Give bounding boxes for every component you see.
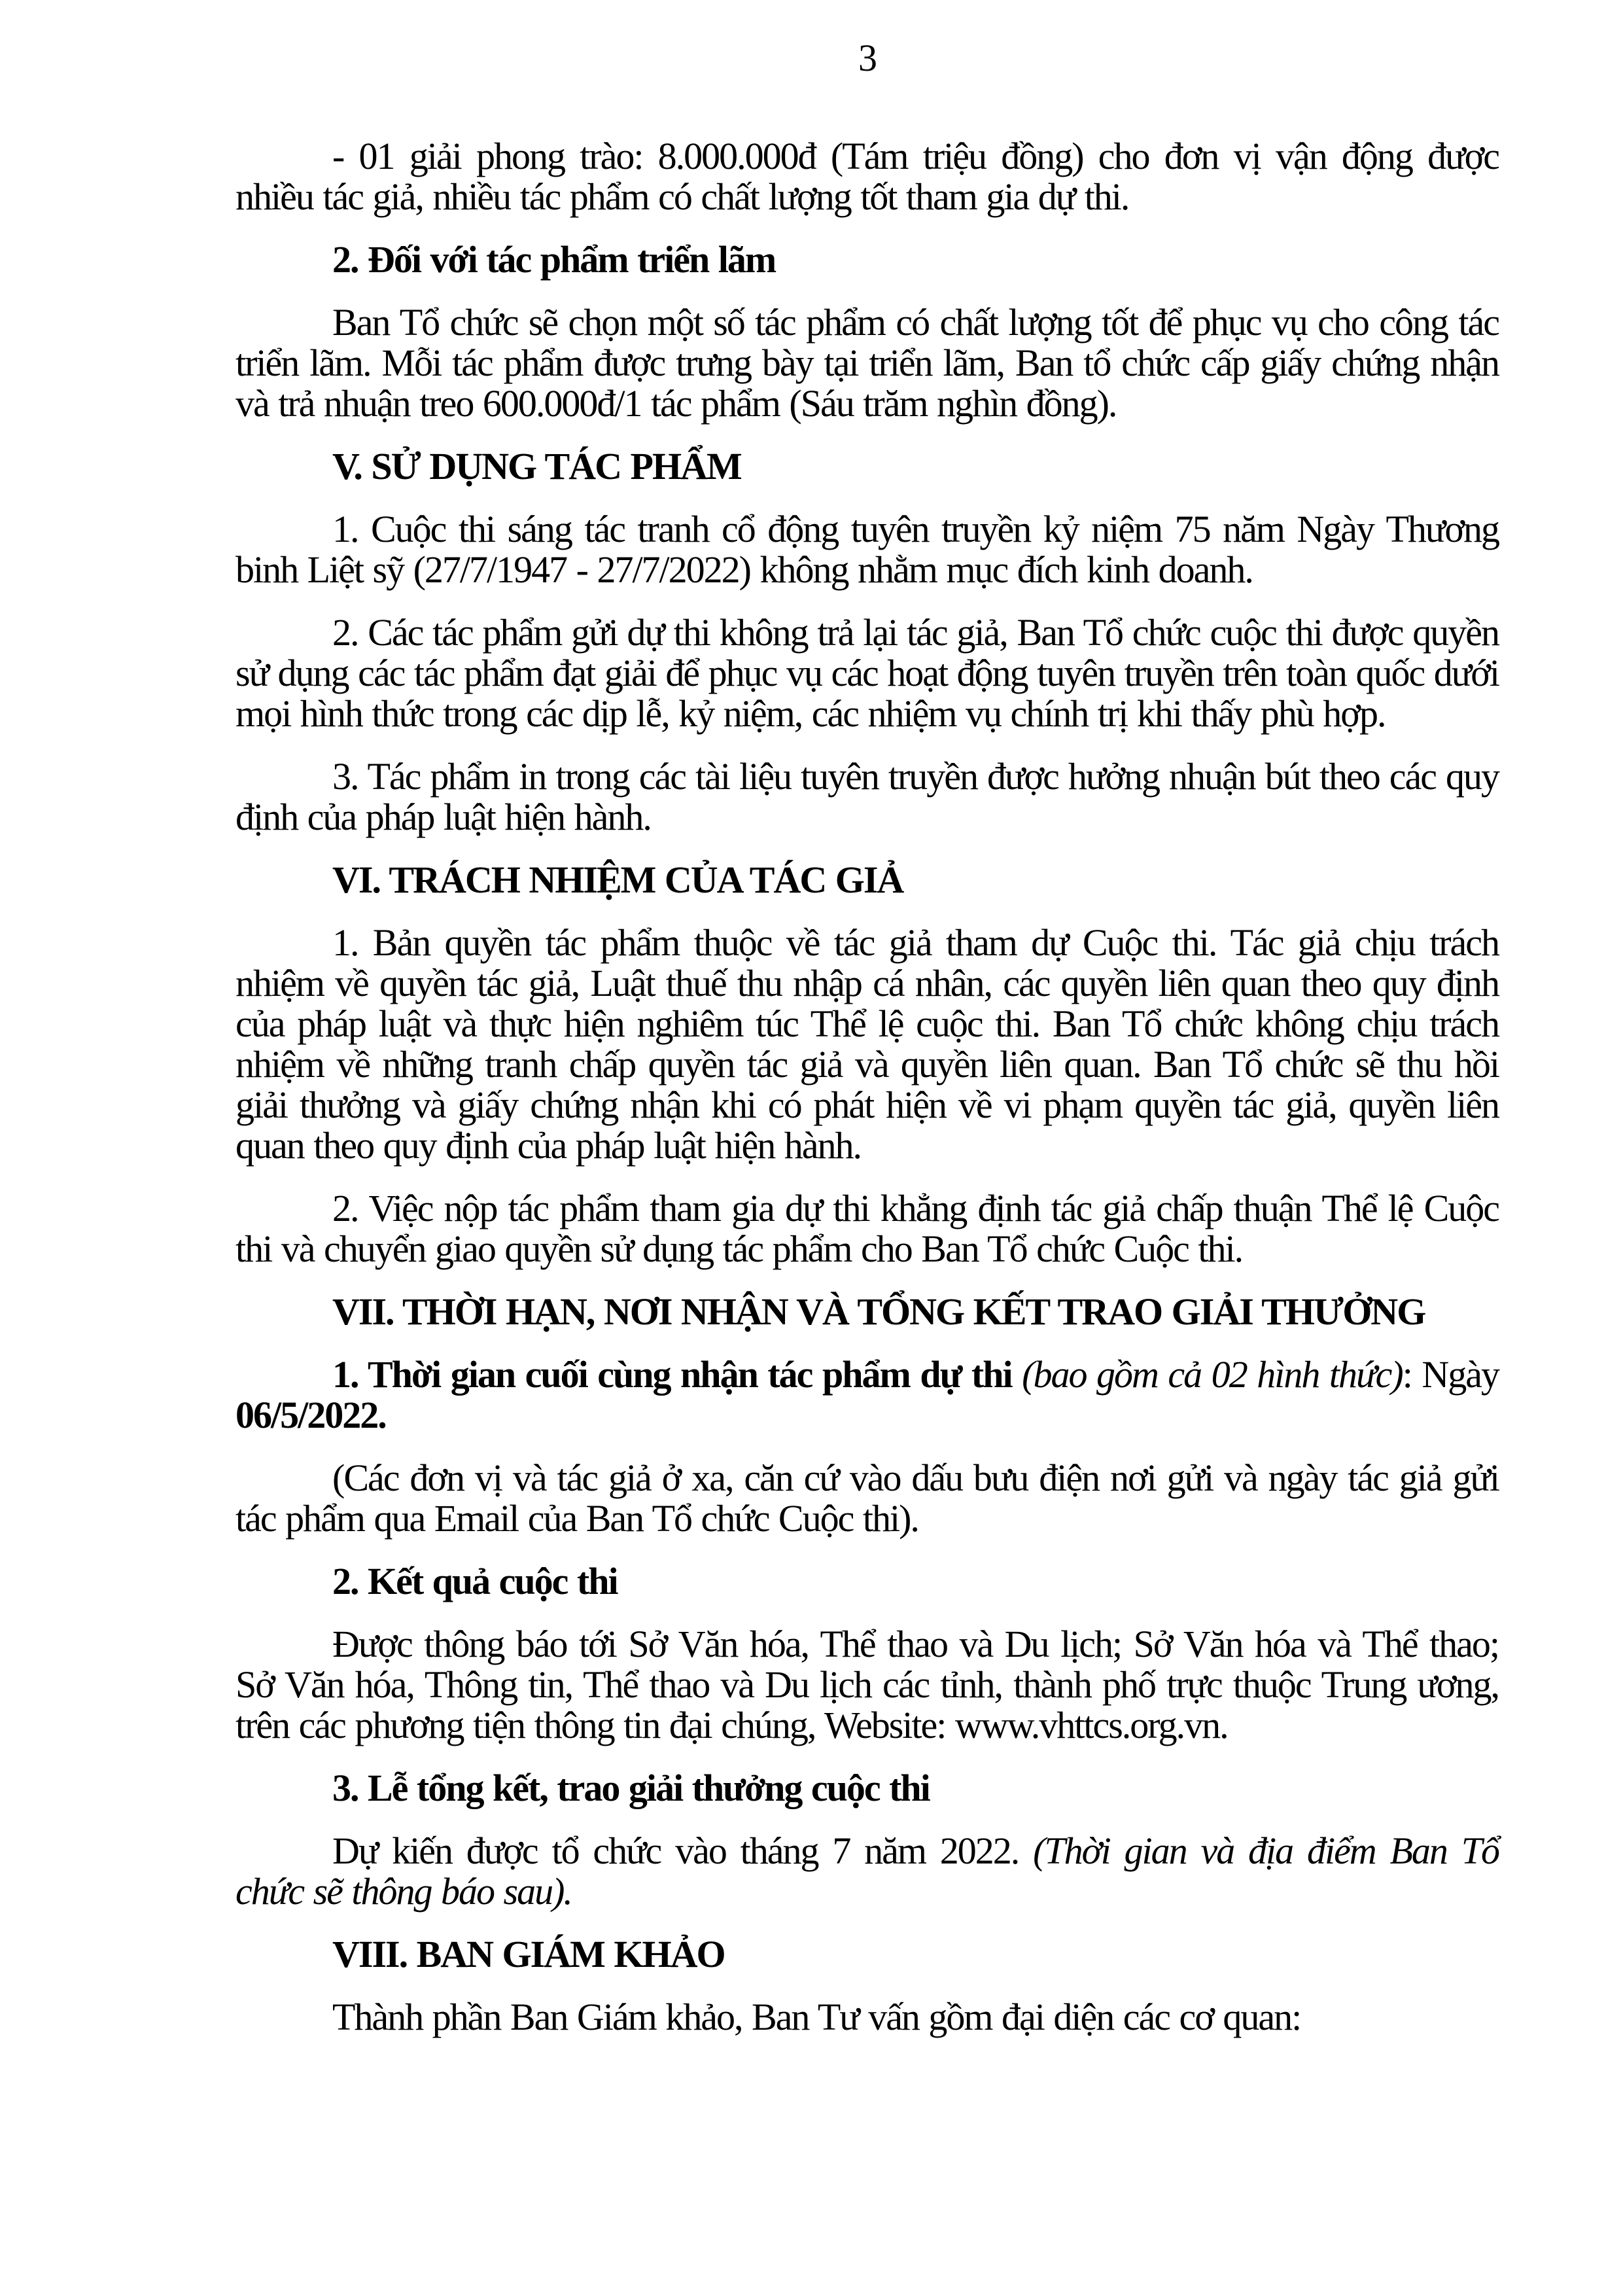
heading-section-vii-deadline-awards: VII. THỜI HẠN, NƠI NHẬN VÀ TỔNG KẾT TRAO GIẢI THƯỞNG (332, 1290, 1425, 1333)
paragraph-responsibility-2: 2. Việc nộp tác phẩm tham gia dự thi khẳng định tác giả chấp thuận Thể lệ Cuộc thi và chuyển giao quyền sử dụng tác phẩm cho Ban Tổ chức Cuộc thi. (236, 1187, 1499, 1270)
deadline-note-italic: (bao gồm cả 02 hình thức) (1022, 1353, 1403, 1396)
heading-contest-results: 2. Kết quả cuộc thi (332, 1560, 618, 1602)
deadline-date-bold: 06/5/2022. (236, 1394, 386, 1436)
ceremony-schedule-text: Dự kiến được tổ chức vào tháng 7 năm 2022. (332, 1829, 1034, 1872)
paragraph-usage-1: 1. Cuộc thi sáng tác tranh cổ động tuyên truyền kỷ niệm 75 năm Ngày Thương binh Liệt sỹ (27/7/1947 - 27/7/2022) không nhằm mục đích kinh doanh. (236, 508, 1499, 591)
heading-section-vi-responsibility: VI. TRÁCH NHIỆM CỦA TÁC GIẢ (332, 858, 903, 901)
heading-section-v-usage: V. SỬ DỤNG TÁC PHẨM (332, 445, 741, 487)
heading-exhibition-works: 2. Đối với tác phẩm triển lãm (332, 238, 776, 281)
paragraph-jury-composition: Thành phần Ban Giám khảo, Ban Tư vấn gồm đại diện các cơ quan: (332, 1996, 1301, 2038)
paragraph-responsibility-1: 1. Bản quyền tác phẩm thuộc về tác giả tham dự Cuộc thi. Tác giả chịu trách nhiệm về quyền tác giả, Luật thuế thu nhập cá nhân, các quyền liên quan theo quy định của pháp luật và thực hiện nghiêm túc Thể lệ cuộc thi. Ban Tổ chức không chịu trách nhiệm về những tranh chấp quyền tác giả và quyền liên quan. Ban Tổ chức sẽ thu hồi giải thưởng và giấy chứng nhận khi có phát hiện về vi phạm quyền tác giả, quyền liên quan theo quy định của pháp luật hiện hành. (236, 921, 1499, 1167)
paragraph-ceremony-schedule (236, 1831, 1499, 1912)
paragraph-results-announcement: Được thông báo tới Sở Văn hóa, Thể thao và Du lịch; Sở Văn hóa và Thể thao; Sở Văn hóa, Thông tin, Thể thao và Du lịch các tỉnh, thành phố trực thuộc Trung ương, trên các phương tiện thông tin đại chúng, Website: www.vhttcs.org.vn. (236, 1623, 1499, 1746)
page-number: 3 (858, 37, 876, 79)
paragraph-submission-deadline (236, 1354, 1499, 1436)
heading-award-ceremony: 3. Lễ tổng kết, trao giải thưởng cuộc thi (332, 1767, 930, 1809)
paragraph-movement-prize: - 01 giải phong trào: 8.000.000đ (Tám triệu đồng) cho đơn vị vận động được nhiều tác giả, nhiều tác phẩm có chất lượng tốt tham gia dự thi. (236, 135, 1499, 218)
heading-section-viii-jury: VIII. BAN GIÁM KHẢO (332, 1933, 725, 1975)
paragraph-usage-2: 2. Các tác phẩm gửi dự thi không trả lại tác giả, Ban Tổ chức cuộc thi được quyền sử dụng các tác phẩm đạt giải để phục vụ các hoạt động tuyên truyền trên toàn quốc dưới mọi hình thức trong các dịp lễ, kỷ niệm, các nhiệm vụ chính trị khi thấy phù hợp. (236, 611, 1499, 735)
paragraph-exhibition-details: Ban Tổ chức sẽ chọn một số tác phẩm có chất lượng tốt để phục vụ cho công tác triển lãm. Mỗi tác phẩm được trưng bày tại triển lãm, Ban tổ chức cấp giấy chứng nhận và trả nhuận treo 600.000đ/1 tác phẩm (Sáu trăm nghìn đồng). (236, 301, 1499, 425)
ceremony-note-italic: (Thời gian và địa điểm Ban Tổ chức sẽ thông báo sau). (236, 1829, 1499, 1913)
deadline-label-bold: 1. Thời gian cuối cùng nhận tác phẩm dự thi (332, 1353, 1022, 1396)
paragraph-postmark-note: (Các đơn vị và tác giả ở xa, căn cứ vào dấu bưu điện nơi gửi và ngày tác giả gửi tác phẩm qua Email của Ban Tổ chức Cuộc thi). (236, 1457, 1499, 1540)
paragraph-usage-3: 3. Tác phẩm in trong các tài liệu tuyên truyền được hưởng nhuận bút theo các quy định của pháp luật hiện hành. (236, 755, 1499, 838)
deadline-separator-text: : Ngày (1402, 1353, 1499, 1396)
